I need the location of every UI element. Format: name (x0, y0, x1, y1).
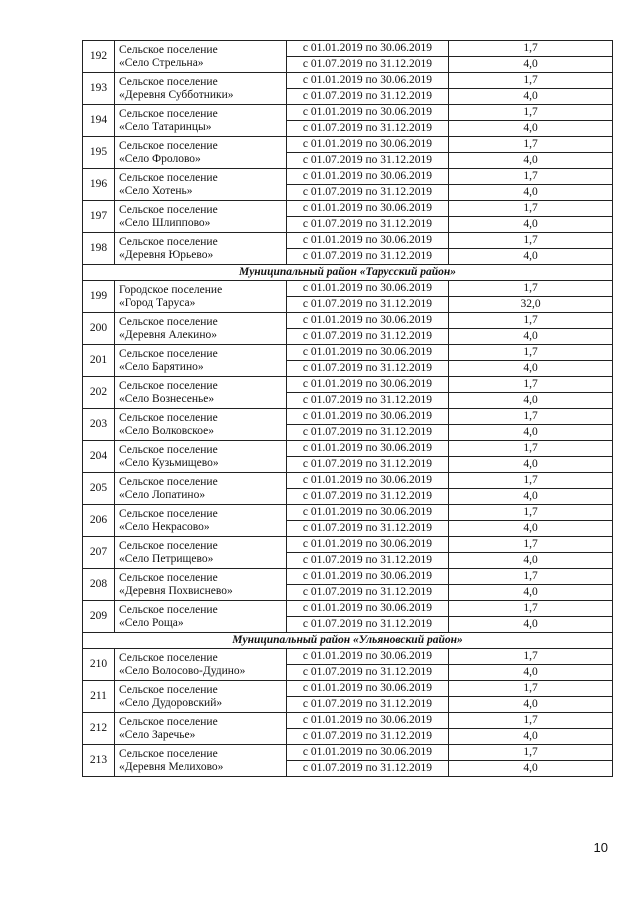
settlement-name: Сельское поселение «Село Вознесенье» (115, 377, 287, 409)
value-cell: 4,0 (449, 89, 613, 105)
row-number: 194 (83, 105, 115, 137)
settlement-name: Сельское поселение «Село Кузьмищево» (115, 441, 287, 473)
period-cell: с 01.01.2019 по 30.06.2019 (287, 569, 449, 585)
settlement-name: Сельское поселение «Деревня Похвиснево» (115, 569, 287, 601)
value-cell: 4,0 (449, 585, 613, 601)
period-cell: с 01.01.2019 по 30.06.2019 (287, 137, 449, 153)
value-cell: 1,7 (449, 713, 613, 729)
value-cell: 1,7 (449, 169, 613, 185)
value-cell: 4,0 (449, 361, 613, 377)
row-number: 197 (83, 201, 115, 233)
value-cell: 4,0 (449, 457, 613, 473)
table-row (83, 41, 613, 57)
page-number: 10 (593, 840, 608, 855)
period-cell: с 01.01.2019 по 30.06.2019 (287, 601, 449, 617)
row-number: 203 (83, 409, 115, 441)
row-number: 202 (83, 377, 115, 409)
period-cell: с 01.07.2019 по 31.12.2019 (287, 393, 449, 409)
table-row (83, 505, 613, 521)
district-title: Муниципальный район «Тарусский район» (83, 265, 613, 281)
table-row (83, 681, 613, 697)
settlement-name: Сельское поселение «Деревня Мелихово» (115, 745, 287, 777)
table-row (83, 713, 613, 729)
row-number: 205 (83, 473, 115, 505)
table-row (83, 313, 613, 329)
row-number: 211 (83, 681, 115, 713)
table-row (83, 537, 613, 553)
table-row (83, 73, 613, 89)
district-header-row (83, 633, 613, 649)
table-row (83, 377, 613, 393)
period-cell: с 01.07.2019 по 31.12.2019 (287, 457, 449, 473)
period-cell: с 01.07.2019 по 31.12.2019 (287, 553, 449, 569)
table-row (83, 745, 613, 761)
table-row (83, 201, 613, 217)
period-cell: с 01.01.2019 по 30.06.2019 (287, 345, 449, 361)
value-cell: 1,7 (449, 505, 613, 521)
value-cell: 1,7 (449, 105, 613, 121)
value-cell: 1,7 (449, 377, 613, 393)
settlement-name: Сельское поселение «Село Лопатино» (115, 473, 287, 505)
period-cell: с 01.01.2019 по 30.06.2019 (287, 409, 449, 425)
row-number: 206 (83, 505, 115, 537)
district-header-row (83, 265, 613, 281)
period-cell: с 01.01.2019 по 30.06.2019 (287, 281, 449, 297)
value-cell: 1,7 (449, 649, 613, 665)
value-cell: 1,7 (449, 313, 613, 329)
period-cell: с 01.07.2019 по 31.12.2019 (287, 617, 449, 633)
value-cell: 4,0 (449, 57, 613, 73)
period-cell: с 01.01.2019 по 30.06.2019 (287, 505, 449, 521)
settlement-name: Сельское поселение «Село Заречье» (115, 713, 287, 745)
value-cell: 1,7 (449, 41, 613, 57)
row-number: 201 (83, 345, 115, 377)
period-cell: с 01.07.2019 по 31.12.2019 (287, 57, 449, 73)
settlement-name: Сельское поселение «Деревня Алекино» (115, 313, 287, 345)
period-cell: с 01.07.2019 по 31.12.2019 (287, 521, 449, 537)
period-cell: с 01.01.2019 по 30.06.2019 (287, 473, 449, 489)
table-row (83, 569, 613, 585)
settlement-name: Сельское поселение «Село Волосово-Дудино» (115, 649, 287, 681)
table-row (83, 105, 613, 121)
row-number: 200 (83, 313, 115, 345)
period-cell: с 01.07.2019 по 31.12.2019 (287, 585, 449, 601)
settlement-name: Сельское поселение «Село Барятино» (115, 345, 287, 377)
row-number: 196 (83, 169, 115, 201)
period-cell: с 01.01.2019 по 30.06.2019 (287, 441, 449, 457)
row-number: 193 (83, 73, 115, 105)
row-number: 208 (83, 569, 115, 601)
value-cell: 1,7 (449, 281, 613, 297)
value-cell: 1,7 (449, 137, 613, 153)
value-cell: 1,7 (449, 681, 613, 697)
settlement-name: Городское поселение «Город Таруса» (115, 281, 287, 313)
period-cell: с 01.01.2019 по 30.06.2019 (287, 41, 449, 57)
value-cell: 1,7 (449, 441, 613, 457)
period-cell: с 01.07.2019 по 31.12.2019 (287, 489, 449, 505)
period-cell: с 01.07.2019 по 31.12.2019 (287, 729, 449, 745)
value-cell: 4,0 (449, 553, 613, 569)
period-cell: с 01.07.2019 по 31.12.2019 (287, 89, 449, 105)
settlement-name: Сельское поселение «Село Фролово» (115, 137, 287, 169)
value-cell: 1,7 (449, 601, 613, 617)
value-cell: 1,7 (449, 345, 613, 361)
table-row (83, 649, 613, 665)
value-cell: 4,0 (449, 329, 613, 345)
period-cell: с 01.07.2019 по 31.12.2019 (287, 249, 449, 265)
table-row (83, 441, 613, 457)
value-cell: 4,0 (449, 249, 613, 265)
table-row (83, 281, 613, 297)
row-number: 198 (83, 233, 115, 265)
row-number: 195 (83, 137, 115, 169)
value-cell: 1,7 (449, 73, 613, 89)
period-cell: с 01.07.2019 по 31.12.2019 (287, 297, 449, 313)
settlement-name: Сельское поселение «Село Стрельна» (115, 41, 287, 73)
table-row (83, 233, 613, 249)
value-cell: 4,0 (449, 761, 613, 777)
value-cell: 4,0 (449, 521, 613, 537)
settlement-name: Сельское поселение «Село Шлиппово» (115, 201, 287, 233)
settlement-name: Сельское поселение «Деревня Субботники» (115, 73, 287, 105)
value-cell: 32,0 (449, 297, 613, 313)
row-number: 210 (83, 649, 115, 681)
period-cell: с 01.07.2019 по 31.12.2019 (287, 361, 449, 377)
value-cell: 4,0 (449, 489, 613, 505)
tariff-table (82, 40, 613, 777)
row-number: 212 (83, 713, 115, 745)
period-cell: с 01.01.2019 по 30.06.2019 (287, 233, 449, 249)
period-cell: с 01.07.2019 по 31.12.2019 (287, 329, 449, 345)
row-number: 209 (83, 601, 115, 633)
period-cell: с 01.01.2019 по 30.06.2019 (287, 313, 449, 329)
period-cell: с 01.01.2019 по 30.06.2019 (287, 681, 449, 697)
table-row (83, 169, 613, 185)
period-cell: с 01.07.2019 по 31.12.2019 (287, 185, 449, 201)
settlement-name: Сельское поселение «Село Петрищево» (115, 537, 287, 569)
period-cell: с 01.01.2019 по 30.06.2019 (287, 537, 449, 553)
period-cell: с 01.07.2019 по 31.12.2019 (287, 761, 449, 777)
value-cell: 1,7 (449, 569, 613, 585)
value-cell: 4,0 (449, 393, 613, 409)
value-cell: 4,0 (449, 665, 613, 681)
value-cell: 1,7 (449, 233, 613, 249)
period-cell: с 01.01.2019 по 30.06.2019 (287, 745, 449, 761)
period-cell: с 01.07.2019 по 31.12.2019 (287, 121, 449, 137)
row-number: 207 (83, 537, 115, 569)
settlement-name: Сельское поселение «Село Волковское» (115, 409, 287, 441)
period-cell: с 01.01.2019 по 30.06.2019 (287, 201, 449, 217)
table-body (83, 41, 613, 777)
value-cell: 1,7 (449, 537, 613, 553)
value-cell: 4,0 (449, 217, 613, 233)
table-row (83, 345, 613, 361)
row-number: 192 (83, 41, 115, 73)
settlement-name: Сельское поселение «Село Дудоровский» (115, 681, 287, 713)
settlement-name: Сельское поселение «Село Некрасово» (115, 505, 287, 537)
value-cell: 4,0 (449, 425, 613, 441)
district-title: Муниципальный район «Ульяновский район» (83, 633, 613, 649)
period-cell: с 01.07.2019 по 31.12.2019 (287, 665, 449, 681)
period-cell: с 01.01.2019 по 30.06.2019 (287, 377, 449, 393)
period-cell: с 01.07.2019 по 31.12.2019 (287, 697, 449, 713)
table-row (83, 137, 613, 153)
settlement-name: Сельское поселение «Село Хотень» (115, 169, 287, 201)
period-cell: с 01.07.2019 по 31.12.2019 (287, 153, 449, 169)
row-number: 213 (83, 745, 115, 777)
settlement-name: Сельское поселение «Деревня Юрьево» (115, 233, 287, 265)
value-cell: 4,0 (449, 121, 613, 137)
row-number: 199 (83, 281, 115, 313)
period-cell: с 01.01.2019 по 30.06.2019 (287, 73, 449, 89)
value-cell: 1,7 (449, 409, 613, 425)
period-cell: с 01.07.2019 по 31.12.2019 (287, 217, 449, 233)
value-cell: 4,0 (449, 617, 613, 633)
period-cell: с 01.07.2019 по 31.12.2019 (287, 425, 449, 441)
value-cell: 4,0 (449, 185, 613, 201)
value-cell: 4,0 (449, 153, 613, 169)
table-row (83, 409, 613, 425)
value-cell: 1,7 (449, 745, 613, 761)
period-cell: с 01.01.2019 по 30.06.2019 (287, 649, 449, 665)
period-cell: с 01.01.2019 по 30.06.2019 (287, 713, 449, 729)
settlement-name: Сельское поселение «Село Татаринцы» (115, 105, 287, 137)
row-number: 204 (83, 441, 115, 473)
period-cell: с 01.01.2019 по 30.06.2019 (287, 169, 449, 185)
settlement-name: Сельское поселение «Село Роща» (115, 601, 287, 633)
value-cell: 1,7 (449, 473, 613, 489)
period-cell: с 01.01.2019 по 30.06.2019 (287, 105, 449, 121)
value-cell: 4,0 (449, 729, 613, 745)
value-cell: 1,7 (449, 201, 613, 217)
value-cell: 4,0 (449, 697, 613, 713)
table-row (83, 601, 613, 617)
table-row (83, 473, 613, 489)
